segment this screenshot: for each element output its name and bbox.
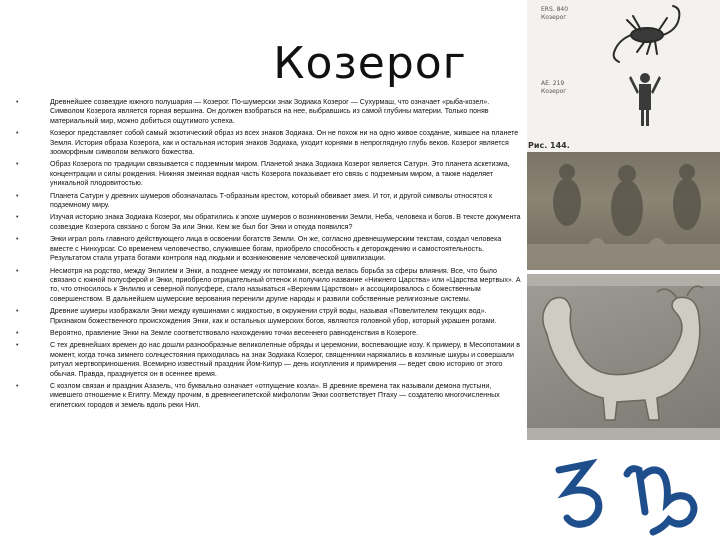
illustration-column <box>527 0 720 540</box>
bullet-dot: • <box>16 308 19 316</box>
capricorn-glyphs <box>527 440 720 540</box>
list-item: • Энки играл роль главного действующего лица в освоении богатств Земли. Он же, согласно древнешумерским текстам, создал человека вместе с Нинхурсаг. Со временем человечество, служившее богам, приобрело способность к деторождению и самостоятельность. Результатом стала утрата богами контроля над людьми и возникновение человеческой цивилизации. <box>16 235 502 263</box>
goat-fish-icon <box>527 274 720 440</box>
list-item: • Изучая историю знака Зодиака Козерог, мы обратились к эпохе шумеров о возникновении Земли, Неба, человека и богов. В тексте документа созвездие Козерога связано с богом Эа или Энки. Кем же был бог Энки и откуда появился? <box>16 213 521 231</box>
bullet-dot: • <box>16 236 19 244</box>
tablet-caption: ERS. 840 <box>541 6 569 13</box>
list-item: • Вероятно, правление Энки на Земле соответствовало нахождению точки весеннего равноденствия в Козероге. <box>16 328 419 337</box>
capricorn-symbol-icon <box>527 440 720 540</box>
bullet-list <box>16 98 524 413</box>
sumerian-relief-image <box>527 152 720 270</box>
relief-figures-icon <box>527 152 720 270</box>
list-item: • С козлом связан и праздник Азазель, что буквально означает «отпущение козла». В древние времена так называли демона пустыни, имевшего отношение к Египту. Между прочим, в древнеегипетской мифологии Энки соответствует Птаху — создателю многочисленных египетских городов и земель вдоль реки Нил. <box>16 381 500 409</box>
bullet-dot: • <box>16 161 19 169</box>
bullet-dot: • <box>16 382 19 390</box>
cuneiform-tablet-image <box>527 0 720 152</box>
bullet-dot: • <box>16 267 19 275</box>
figure-label: Рис. 144. <box>528 141 570 150</box>
tablet-caption: AE. 219 <box>541 80 565 87</box>
tablet-caption: Козерог <box>541 88 567 95</box>
bullet-dot: • <box>16 214 19 222</box>
bullet-dot: • <box>16 329 19 337</box>
list-item: • Планета Сатурн у древних шумеров обозначалась Т-образным крестом, который обвивает змея. И тот, и другой символы относятся к подземному миру. <box>16 191 493 210</box>
bullet-dot: • <box>16 192 19 200</box>
bullet-dot: • <box>16 99 19 106</box>
bullet-dot: • <box>16 130 19 138</box>
list-item: • Древнейшее созвездие южного полушария — Козерог. По-шумерски знак Зодиака Козерог — Сухурмаш, что означает «рыба-козел». Символом Козерога является горная вершина. Он должен взобраться на нее, выбравшись из самой глубины материи. Только поняв материальный мир, можно добиться ощутимого успеха. <box>16 98 490 125</box>
slide-title: Козерог <box>273 38 467 89</box>
list-item: • Несмотря на родство, между Энлилем и Энки, а позднее между их потомками, всегда велась борьба за сферы влияния. Все, что было связано с южной полусферой и Энки, приобрело отрицательный оттенок и получило название «Нижнего Царства» или «Царства мертвых». А то, что относилось к Энлилю и северной полусфере, стало называться «Верхним Царством» и ассоциировалось с божественным совершенством. В дальнейшем шумерские верования перенили другие народы и развили собственные религиозные системы. <box>16 266 521 303</box>
list-item: • С тех древнейших времен до нас дошли разнообразные великолепные обряды и церемонии, воспевающие козу. К примеру, в Месопотамии в момент, когда точка зимнего солнцестояния приходилась на знак Зодиака Козерог, священники наряжались в козлиные шкуры и совершали ритуал жертвоприношения. Всемирно известный праздник Йом-Кипур — день искупления и примирения — ведет свою историю от этого обычая. Правда, празднуется он в осеннее время. <box>16 341 521 378</box>
scorpion-figure-icon <box>527 0 720 152</box>
list-item: • Козерог представляет собой самый экзотический образ из всех знаков Зодиака. Он не похож ни на одно живое создание, жившее на планете Земля. История образа Козерога, как и остальная история знаков Зодиака, уходит корнями в непроглядную глубь веков. Козерог является зооморфным символом великого божества. <box>16 129 519 157</box>
bullet-dot: • <box>16 342 19 350</box>
list-item: • Древние шумеры изображали Энки между кувшинами с жидкостью, в окружении струй воды, называя «Повелителем текущих вод». Признаком божественного происхождения Энки, как и остальных шумерских богов, являются головной убор, который украшен рогами. <box>16 307 497 325</box>
list-item: • Образ Козерога по традиции связывается с подземным миром. Планетой знака Зодиака Козерог является Сатурн. Это планета аскетизма, концентрации и силы рождения. Нижняя змеиная водная часть Козерога показывает его связь с подземным миром, а также наделяет уникальной плодовитостью. <box>16 160 510 188</box>
goat-fish-relief-image <box>527 274 720 440</box>
tablet-caption: Козерог <box>541 14 567 21</box>
